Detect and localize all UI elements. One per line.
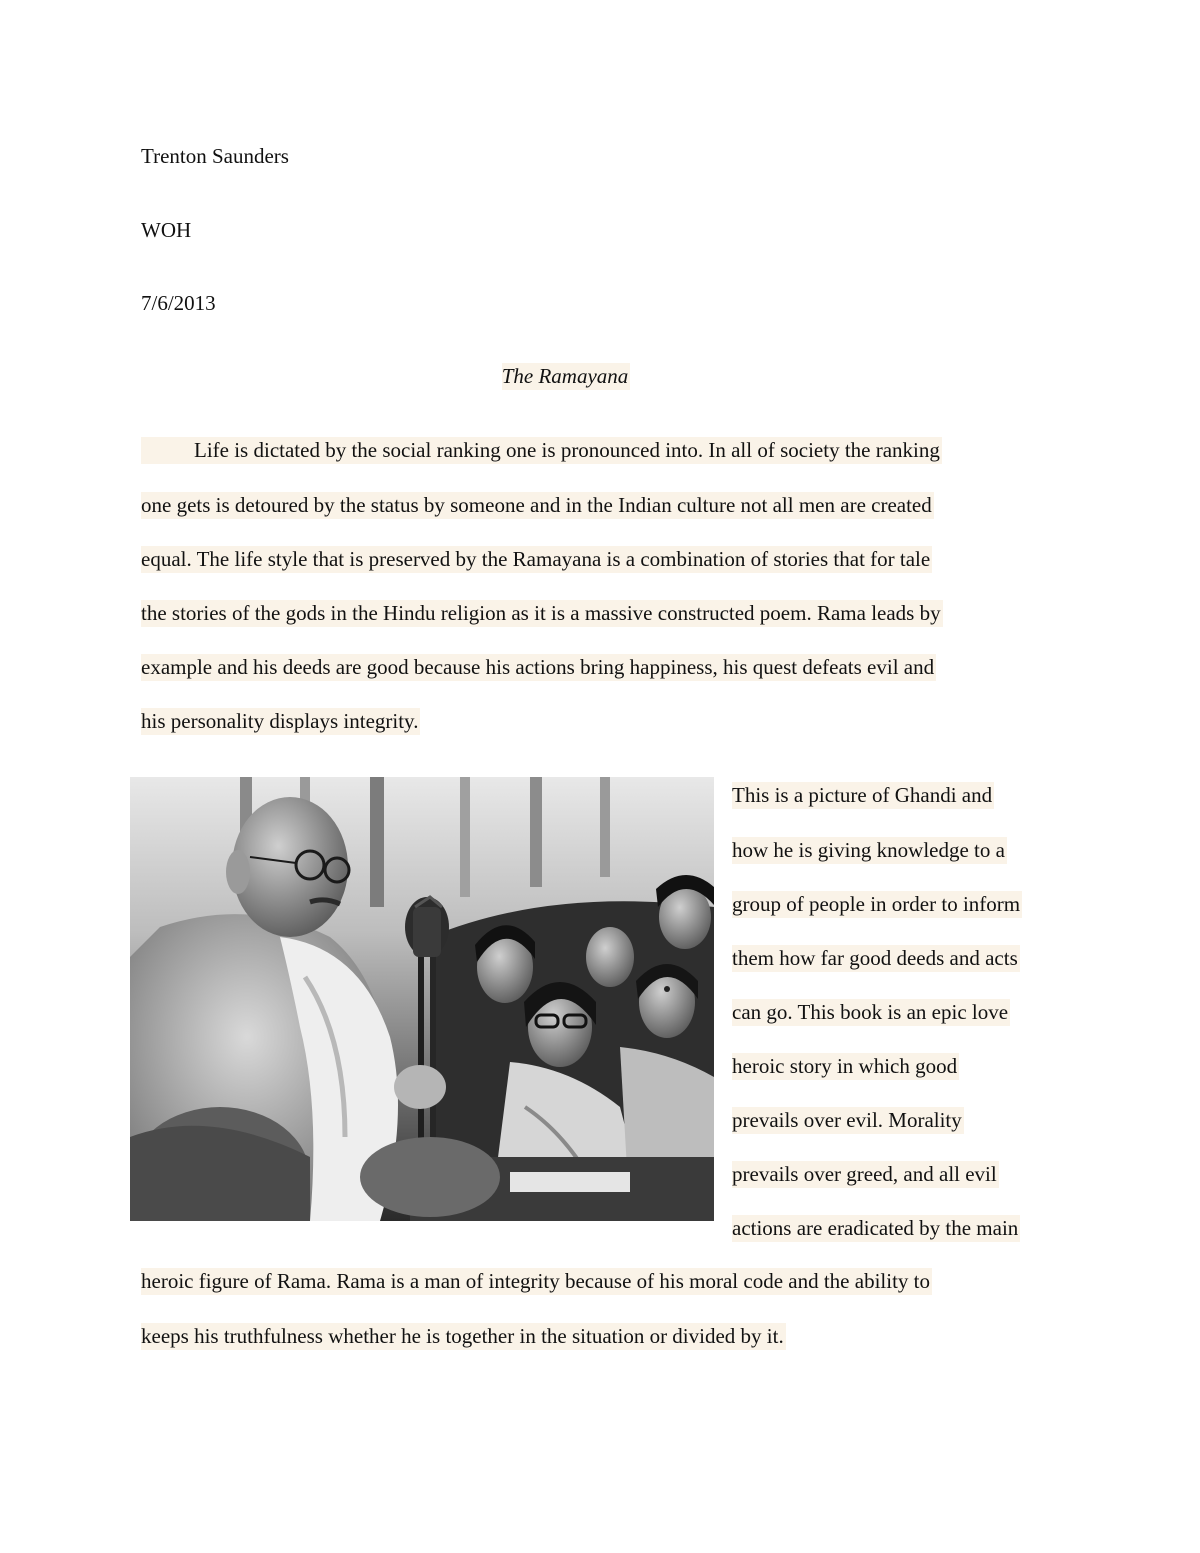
paragraph-2-line-text: heroic figure of Rama. Rama is a man of integrity because of his moral code and the ability to [141,1269,930,1293]
paragraph-2-side-line [732,999,1010,1025]
paragraph-2-side-line [732,782,994,808]
paragraph-1-line-text: the stories of the gods in the Hindu religion as it is a massive constructed poem. Rama leads by [141,601,941,625]
paragraph-2-side-line [732,891,1022,917]
paragraph-2-side-line-text: This is a picture of Ghandi and [732,783,993,807]
paragraph-2-side-line-text: them how far good deeds and acts [732,946,1018,970]
document-date: 7/6/2013 [141,291,216,315]
paragraph-1-line-text: equal. The life style that is preserved by the Ramayana is a combination of stories that for tale [141,547,931,571]
course-name: WOH [141,218,192,242]
paragraph-1-line-text: Life is dictated by the social ranking one is pronounced into. In all of society the ranking [141,437,942,464]
paragraph-1-line [141,600,943,626]
paragraph-1-line [141,546,932,572]
paragraph-2-side-line [732,1107,964,1133]
paragraph-1-line [141,437,942,463]
paragraph-2-side-line-text: prevails over greed, and all evil [732,1162,997,1186]
paragraph-1-line-text: his personality displays integrity. [141,709,419,733]
paragraph-2-line [141,1323,786,1349]
paragraph-2-side-line-text: heroic story in which good [732,1054,958,1078]
paragraph-1-line-text: example and his deeds are good because his actions bring happiness, his quest defeats evil and [141,655,935,679]
document-title [0,363,1132,389]
paragraph-2-side-line-text: prevails over evil. Morality [732,1108,962,1132]
gandhi-photo [130,777,714,1221]
paragraph-2-side-line-text: actions are eradicated by the main [732,1216,1019,1240]
paragraph-2-side-line [732,945,1020,971]
paragraph-2-side-line-text: how he is giving knowledge to a [732,838,1005,862]
paragraph-2-line [141,1268,932,1294]
paragraph-1-line [141,492,934,518]
paragraph-2-side-line [732,1161,999,1187]
paragraph-1-line [141,654,936,680]
paragraph-2-line-text: keeps his truthfulness whether he is together in the situation or divided by it. [141,1324,784,1348]
paragraph-2-side-line [732,1053,959,1079]
author-name: Trenton Saunders [141,144,289,168]
paragraph-2-side-line [732,1215,1020,1241]
paragraph-2-side-line [732,837,1007,863]
paragraph-1-line [141,708,420,734]
document-title-text: The Ramayana [501,364,629,388]
paragraph-1-line-text: one gets is detoured by the status by someone and in the Indian culture not all men are created [141,493,932,517]
paragraph-2-side-line-text: group of people in order to inform [732,892,1021,916]
paragraph-2-side-line-text: can go. This book is an epic love [732,1000,1009,1024]
